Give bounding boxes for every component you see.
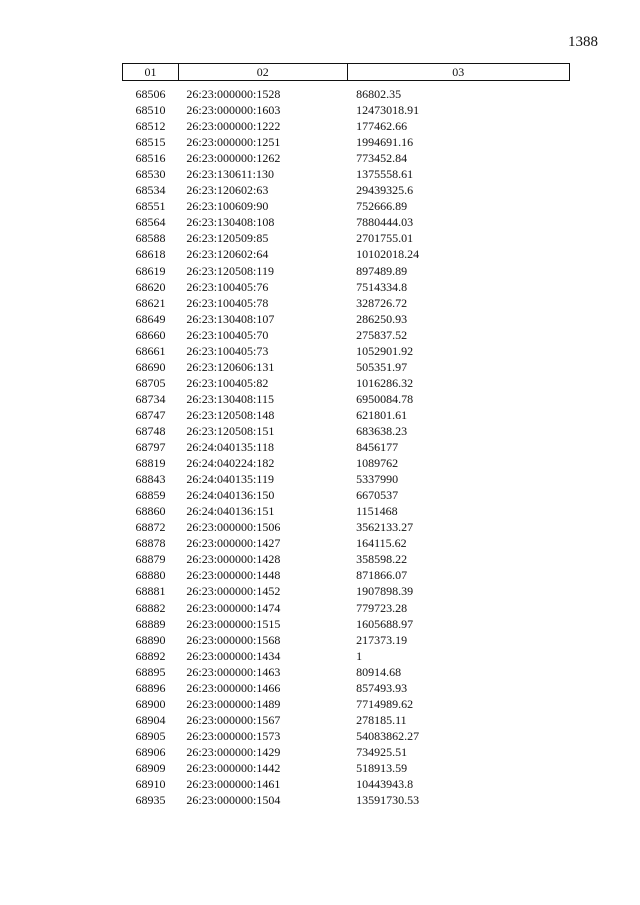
table-cell-col-03: 358598.22 [356,552,408,567]
table-cell-col-03: 1089762 [356,456,399,471]
table-cell-col-01: 68906 [135,744,166,759]
table-cell-col-03: 13591730.53 [356,793,420,808]
table-cell-col-02: 26:23:130408:115 [186,391,274,406]
header-col-03: 03 [347,64,569,81]
table-cell-col-03: 177462.66 [356,119,408,134]
table-cell-col-01: 68690 [135,359,166,374]
table-cell-col-03: 80914.68 [356,664,402,679]
table-cell-col-01: 68859 [135,488,166,503]
table-cell-col-01: 68872 [135,520,166,535]
table-cell-col-03: 278185.11 [356,712,407,727]
table-cell-col-01: 68619 [135,263,166,278]
table-body [123,81,570,809]
table-row [123,503,570,519]
page-number: 1388 [568,34,598,50]
table-cell-col-02: 26:23:120602:64 [186,247,269,262]
table-cell-col-03: 54083862.27 [356,728,420,743]
table-row [123,407,570,423]
table-cell-col-03: 7514334.8 [356,279,408,294]
table-cell-col-01: 68909 [135,760,166,775]
table-cell-col-02: 26:23:000000:1262 [186,151,281,166]
table-row [123,134,570,150]
table-cell-col-02: 26:23:000000:1222 [186,119,281,134]
table-cell-col-03: 2701755.01 [356,231,414,246]
table-cell-col-01: 68843 [135,472,166,487]
table-cell-col-03: 1375558.61 [356,167,414,182]
table-row [123,230,570,246]
table-row [123,311,570,327]
table-cell-col-02: 26:23:000000:1466 [186,680,281,695]
table-row [123,455,570,471]
table-row [123,118,570,134]
table-cell-col-02: 26:23:000000:1489 [186,696,281,711]
table-row [123,776,570,792]
table-cell-col-03: 752666.89 [356,199,408,214]
table-cell-col-02: 26:23:000000:1474 [186,600,281,615]
table-cell-col-01: 68881 [135,584,166,599]
table-cell-col-03: 164115.62 [356,536,407,551]
table-row [123,150,570,166]
table-cell-col-01: 68890 [135,632,166,647]
table-cell-col-01: 68649 [135,311,166,326]
table-row [123,728,570,744]
table-cell-col-01: 68530 [135,167,166,182]
table-cell-col-03: 286250.93 [356,311,408,326]
table-row [123,182,570,198]
table-cell-col-01: 68910 [135,777,166,792]
header-row [123,64,570,81]
table-cell-col-01: 68620 [135,279,166,294]
table-cell-col-02: 26:23:000000:1504 [186,793,281,808]
table-cell-col-03: 1016286.32 [356,375,414,390]
table-cell-col-01: 68516 [135,151,166,166]
table-cell-col-01: 68506 [135,87,166,101]
table-cell-col-02: 26:24:040135:119 [186,472,274,487]
table-cell-col-01: 68797 [135,440,166,455]
table-cell-col-02: 26:23:000000:1461 [186,777,281,792]
table-cell-col-03: 7880444.03 [356,215,414,230]
table-cell-col-02: 26:23:100405:76 [186,279,269,294]
table-cell-col-03: 10102018.24 [356,247,420,262]
table-cell-col-03: 29439325.6 [356,183,414,198]
table-cell-col-02: 26:23:120508:119 [186,263,274,278]
table-row [123,343,570,359]
table-row [123,680,570,696]
table-row [123,551,570,567]
table-cell-col-01: 68564 [135,215,166,230]
table-cell-col-02: 26:23:000000:1428 [186,552,281,567]
table-row [123,81,570,103]
table-cell-col-03: 871866.07 [356,568,408,583]
table-cell-col-03: 86802.35 [356,87,402,101]
table-cell-col-01: 68512 [135,119,166,134]
table-row [123,600,570,616]
table-cell-col-03: 7714989.62 [356,696,414,711]
table-cell-col-01: 68515 [135,135,166,150]
table-cell-col-02: 26:23:100405:82 [186,375,269,390]
data-table [122,63,570,808]
table-row [123,712,570,728]
table-row [123,246,570,262]
table-cell-col-03: 5337990 [356,472,399,487]
table-cell-col-01: 68618 [135,247,166,262]
table-cell-col-03: 1907898.39 [356,584,414,599]
table-cell-col-01: 68935 [135,793,166,808]
table-cell-col-01: 68510 [135,103,166,118]
table-cell-col-02: 26:23:000000:1515 [186,616,281,631]
table-row [123,471,570,487]
table-cell-col-01: 68860 [135,504,166,519]
table-row [123,744,570,760]
table-row [123,279,570,295]
table-row [123,102,570,118]
table-cell-col-02: 26:23:130611:130 [186,167,274,182]
table-cell-col-02: 26:23:000000:1506 [186,520,281,535]
table-cell-col-02: 26:23:100405:70 [186,327,269,342]
table-row [123,519,570,535]
table-cell-col-03: 328726.72 [356,295,408,310]
table-row [123,567,570,583]
table-row [123,760,570,776]
table-cell-col-01: 68588 [135,231,166,246]
table-cell-col-01: 68819 [135,456,166,471]
table-row [123,198,570,214]
table-cell-col-02: 26:23:000000:1528 [186,87,281,101]
header-col-02: 02 [178,64,347,81]
table-row [123,214,570,230]
table-cell-col-03: 857493.93 [356,680,408,695]
table-cell-col-01: 68878 [135,536,166,551]
table-cell-col-03: 6670537 [356,488,399,503]
table-cell-col-02: 26:23:000000:1427 [186,536,281,551]
table-cell-col-01: 68892 [135,648,166,663]
table-cell-col-02: 26:24:040135:118 [186,440,274,455]
table-cell-col-02: 26:23:000000:1429 [186,744,281,759]
table-cell-col-01: 68660 [135,327,166,342]
table-cell-col-01: 68889 [135,616,166,631]
table-cell-col-02: 26:23:000000:1434 [186,648,281,663]
table-cell-col-03: 3562133.27 [356,520,414,535]
table-cell-col-02: 26:23:120509:85 [186,231,269,246]
table-cell-col-03: 734925.51 [356,744,408,759]
table-cell-col-01: 68905 [135,728,166,743]
table-cell-col-01: 68895 [135,664,166,679]
table-row [123,632,570,648]
table-cell-col-02: 26:23:000000:1567 [186,712,281,727]
table-cell-col-01: 68747 [135,407,166,422]
table-cell-col-01: 68900 [135,696,166,711]
table-row [123,535,570,551]
table-cell-col-02: 26:23:000000:1452 [186,584,281,599]
table-cell-col-02: 26:23:120508:148 [186,407,275,422]
table-cell-col-02: 26:23:000000:1448 [186,568,281,583]
table-cell-col-02: 26:23:000000:1568 [186,632,281,647]
table-cell-col-02: 26:23:000000:1251 [186,135,281,150]
table-row [123,375,570,391]
table-cell-col-01: 68621 [135,295,166,310]
table-cell-col-03: 1 [356,648,363,663]
table-row [123,391,570,407]
table-cell-col-02: 26:24:040136:151 [186,504,275,519]
table-cell-col-03: 12473018.91 [356,103,420,118]
table-row [123,263,570,279]
table-cell-col-03: 897489.89 [356,263,408,278]
table-cell-col-02: 26:23:000000:1603 [186,103,281,118]
table-cell-col-01: 68705 [135,375,166,390]
table-row [123,295,570,311]
table-cell-col-03: 1052901.92 [356,343,414,358]
table-cell-col-03: 518913.59 [356,760,408,775]
table-cell-col-01: 68661 [135,343,166,358]
table-cell-col-02: 26:23:120602:63 [186,183,269,198]
table-cell-col-02: 26:24:040224:182 [186,456,275,471]
table-cell-col-02: 26:23:000000:1442 [186,760,281,775]
table-row [123,487,570,503]
table-cell-col-01: 68534 [135,183,166,198]
table-row [123,423,570,439]
table-cell-col-03: 1151468 [356,504,398,519]
table-row [123,616,570,632]
table-cell-col-03: 6950084.78 [356,391,414,406]
table-cell-col-03: 779723.28 [356,600,408,615]
table-row [123,439,570,455]
table-cell-col-03: 683638.23 [356,423,408,438]
table-cell-col-03: 217373.19 [356,632,408,647]
table-cell-col-02: 26:23:120606:131 [186,359,275,374]
table-cell-col-03: 8456177 [356,440,399,455]
table-cell-col-03: 505351.97 [356,359,408,374]
table-cell-col-02: 26:23:100405:73 [186,343,269,358]
table-cell-col-03: 773452.84 [356,151,408,166]
table-row [123,696,570,712]
table-row [123,792,570,808]
table-cell-col-01: 68882 [135,600,166,615]
table-cell-col-01: 68748 [135,423,166,438]
table-cell-col-03: 621801.61 [356,407,408,422]
table-cell-col-03: 275837.52 [356,327,408,342]
table-cell-col-01: 68879 [135,552,166,567]
table-cell-col-01: 68734 [135,391,166,406]
table-row [123,166,570,182]
table-cell-col-02: 26:23:000000:1573 [186,728,281,743]
table-header [123,64,570,81]
table-cell-col-01: 68896 [135,680,166,695]
table-cell-col-02: 26:23:100405:78 [186,295,269,310]
table-cell-col-01: 68904 [135,712,166,727]
table-cell-col-02: 26:23:120508:151 [186,423,275,438]
table-cell-col-01: 68880 [135,568,166,583]
table-cell-col-02: 26:23:130408:107 [186,311,275,326]
table-cell-col-01: 68551 [135,199,166,214]
table-cell-col-02: 26:23:130408:108 [186,215,275,230]
table-cell-col-03: 1605688.97 [356,616,414,631]
table-row [123,583,570,599]
table-cell-col-03: 10443943.8 [356,777,414,792]
table-cell-col-02: 26:24:040136:150 [186,488,275,503]
table-row [123,327,570,343]
table-cell-col-03: 1994691.16 [356,135,414,150]
table-row [123,648,570,664]
table-cell-col-02: 26:23:100609:90 [186,199,269,214]
table-row [123,664,570,680]
header-col-01: 01 [123,64,179,81]
table-cell-col-02: 26:23:000000:1463 [186,664,281,679]
table-row [123,359,570,375]
